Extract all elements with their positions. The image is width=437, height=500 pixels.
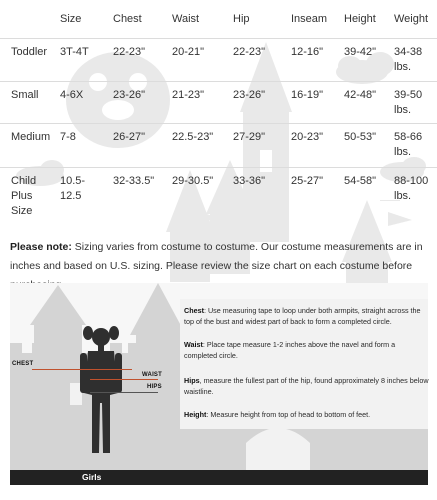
instruction-text: : Measure height from top of head to bottom of feet. xyxy=(206,410,371,419)
column-header-inseam: Inseam xyxy=(291,13,328,25)
gender-label: Girls xyxy=(82,472,102,482)
table-cell: 12-16" xyxy=(285,39,338,82)
table-cell: 25-27" xyxy=(285,168,338,226)
table-cell: 4-6X xyxy=(54,82,107,124)
measurement-guide-panel xyxy=(10,283,428,470)
height-instruction xyxy=(184,409,430,420)
waist-measure-line xyxy=(90,379,158,380)
table-cell: 54-58" xyxy=(338,168,388,226)
table-cell: 23-26" xyxy=(107,82,166,124)
table-cell: 58-66 lbs. xyxy=(388,124,437,168)
hips-instruction xyxy=(184,375,430,397)
instruction-title: Hips xyxy=(184,376,200,385)
chest-instruction xyxy=(184,305,430,327)
instruction-title: Height xyxy=(184,410,207,419)
column-header-hip: Hip xyxy=(233,13,250,25)
table-header-row xyxy=(0,0,437,39)
instruction-title: Waist xyxy=(184,340,203,349)
table-cell: 33-36" xyxy=(227,168,285,226)
table-cell: 32-33.5" xyxy=(107,168,166,226)
table-cell: 3T-4T xyxy=(54,39,107,82)
table-cell: 20-21" xyxy=(166,39,227,82)
column-header-waist: Waist xyxy=(172,13,200,25)
column-header-height: Height xyxy=(344,13,376,25)
instruction-title: Chest xyxy=(184,306,204,315)
table-cell: 88-100 lbs. xyxy=(388,168,437,226)
column-header-chest: Chest xyxy=(113,13,142,25)
size-table xyxy=(0,0,437,226)
hips-measure-line xyxy=(90,392,158,393)
instruction-text: , measure the fullest part of the hip, found approximately 8 inches below waistline. xyxy=(184,376,429,396)
table-cell: 39-42" xyxy=(338,39,388,82)
table-cell: 39-50 lbs. xyxy=(388,82,437,124)
table-cell: 20-23" xyxy=(285,124,338,168)
table-row xyxy=(0,82,437,124)
waist-label: WAIST xyxy=(142,372,162,378)
table-cell: 42-48" xyxy=(338,82,388,124)
table-cell: 22.5-23" xyxy=(166,124,227,168)
row-label: Child Plus Size xyxy=(0,168,54,226)
table-cell: 23-26" xyxy=(227,82,285,124)
size-chart-table xyxy=(0,0,437,226)
waist-instruction xyxy=(184,339,430,361)
table-cell: 21-23" xyxy=(166,82,227,124)
column-header-size: Size xyxy=(60,13,82,25)
gender-label-bar xyxy=(10,470,428,485)
row-label: Toddler xyxy=(0,39,54,82)
table-cell: 10.5-12.5 xyxy=(54,168,107,226)
instruction-text: : Use measuring tape to loop under both armpits, straight across the top of the bust and widest part of back to form a completed circle. xyxy=(184,306,421,326)
row-label: Medium xyxy=(0,124,54,168)
table-corner-cell xyxy=(0,0,54,39)
chest-measure-line xyxy=(32,369,132,370)
column-header-weight: Weight xyxy=(394,13,429,25)
table-cell: 7-8 xyxy=(54,124,107,168)
table-cell: 16-19" xyxy=(285,82,338,124)
instruction-text: : Place tape measure 1-2 inches above the navel and form a completed circle. xyxy=(184,340,396,360)
note-text: Sizing varies from costume to costume. Our costume measurements are in inches and based on U.S. sizing. Please review the size chart on each costume before xyxy=(10,241,423,272)
table-cell: 29-30.5" xyxy=(166,168,227,226)
table-row xyxy=(0,39,437,82)
table-row xyxy=(0,168,437,226)
row-label: Small xyxy=(0,82,54,124)
table-cell: 27-29" xyxy=(227,124,285,168)
table-cell: 50-53" xyxy=(338,124,388,168)
table-row xyxy=(0,124,437,168)
table-cell: 26-27" xyxy=(107,124,166,168)
hips-label: HIPS xyxy=(147,384,162,390)
chest-label: CHEST xyxy=(12,361,34,367)
table-cell: 22-23" xyxy=(107,39,166,82)
table-cell: 22-23" xyxy=(227,39,285,82)
table-cell: 34-38 lbs. xyxy=(388,39,437,82)
note-label: Please note: xyxy=(10,241,72,253)
